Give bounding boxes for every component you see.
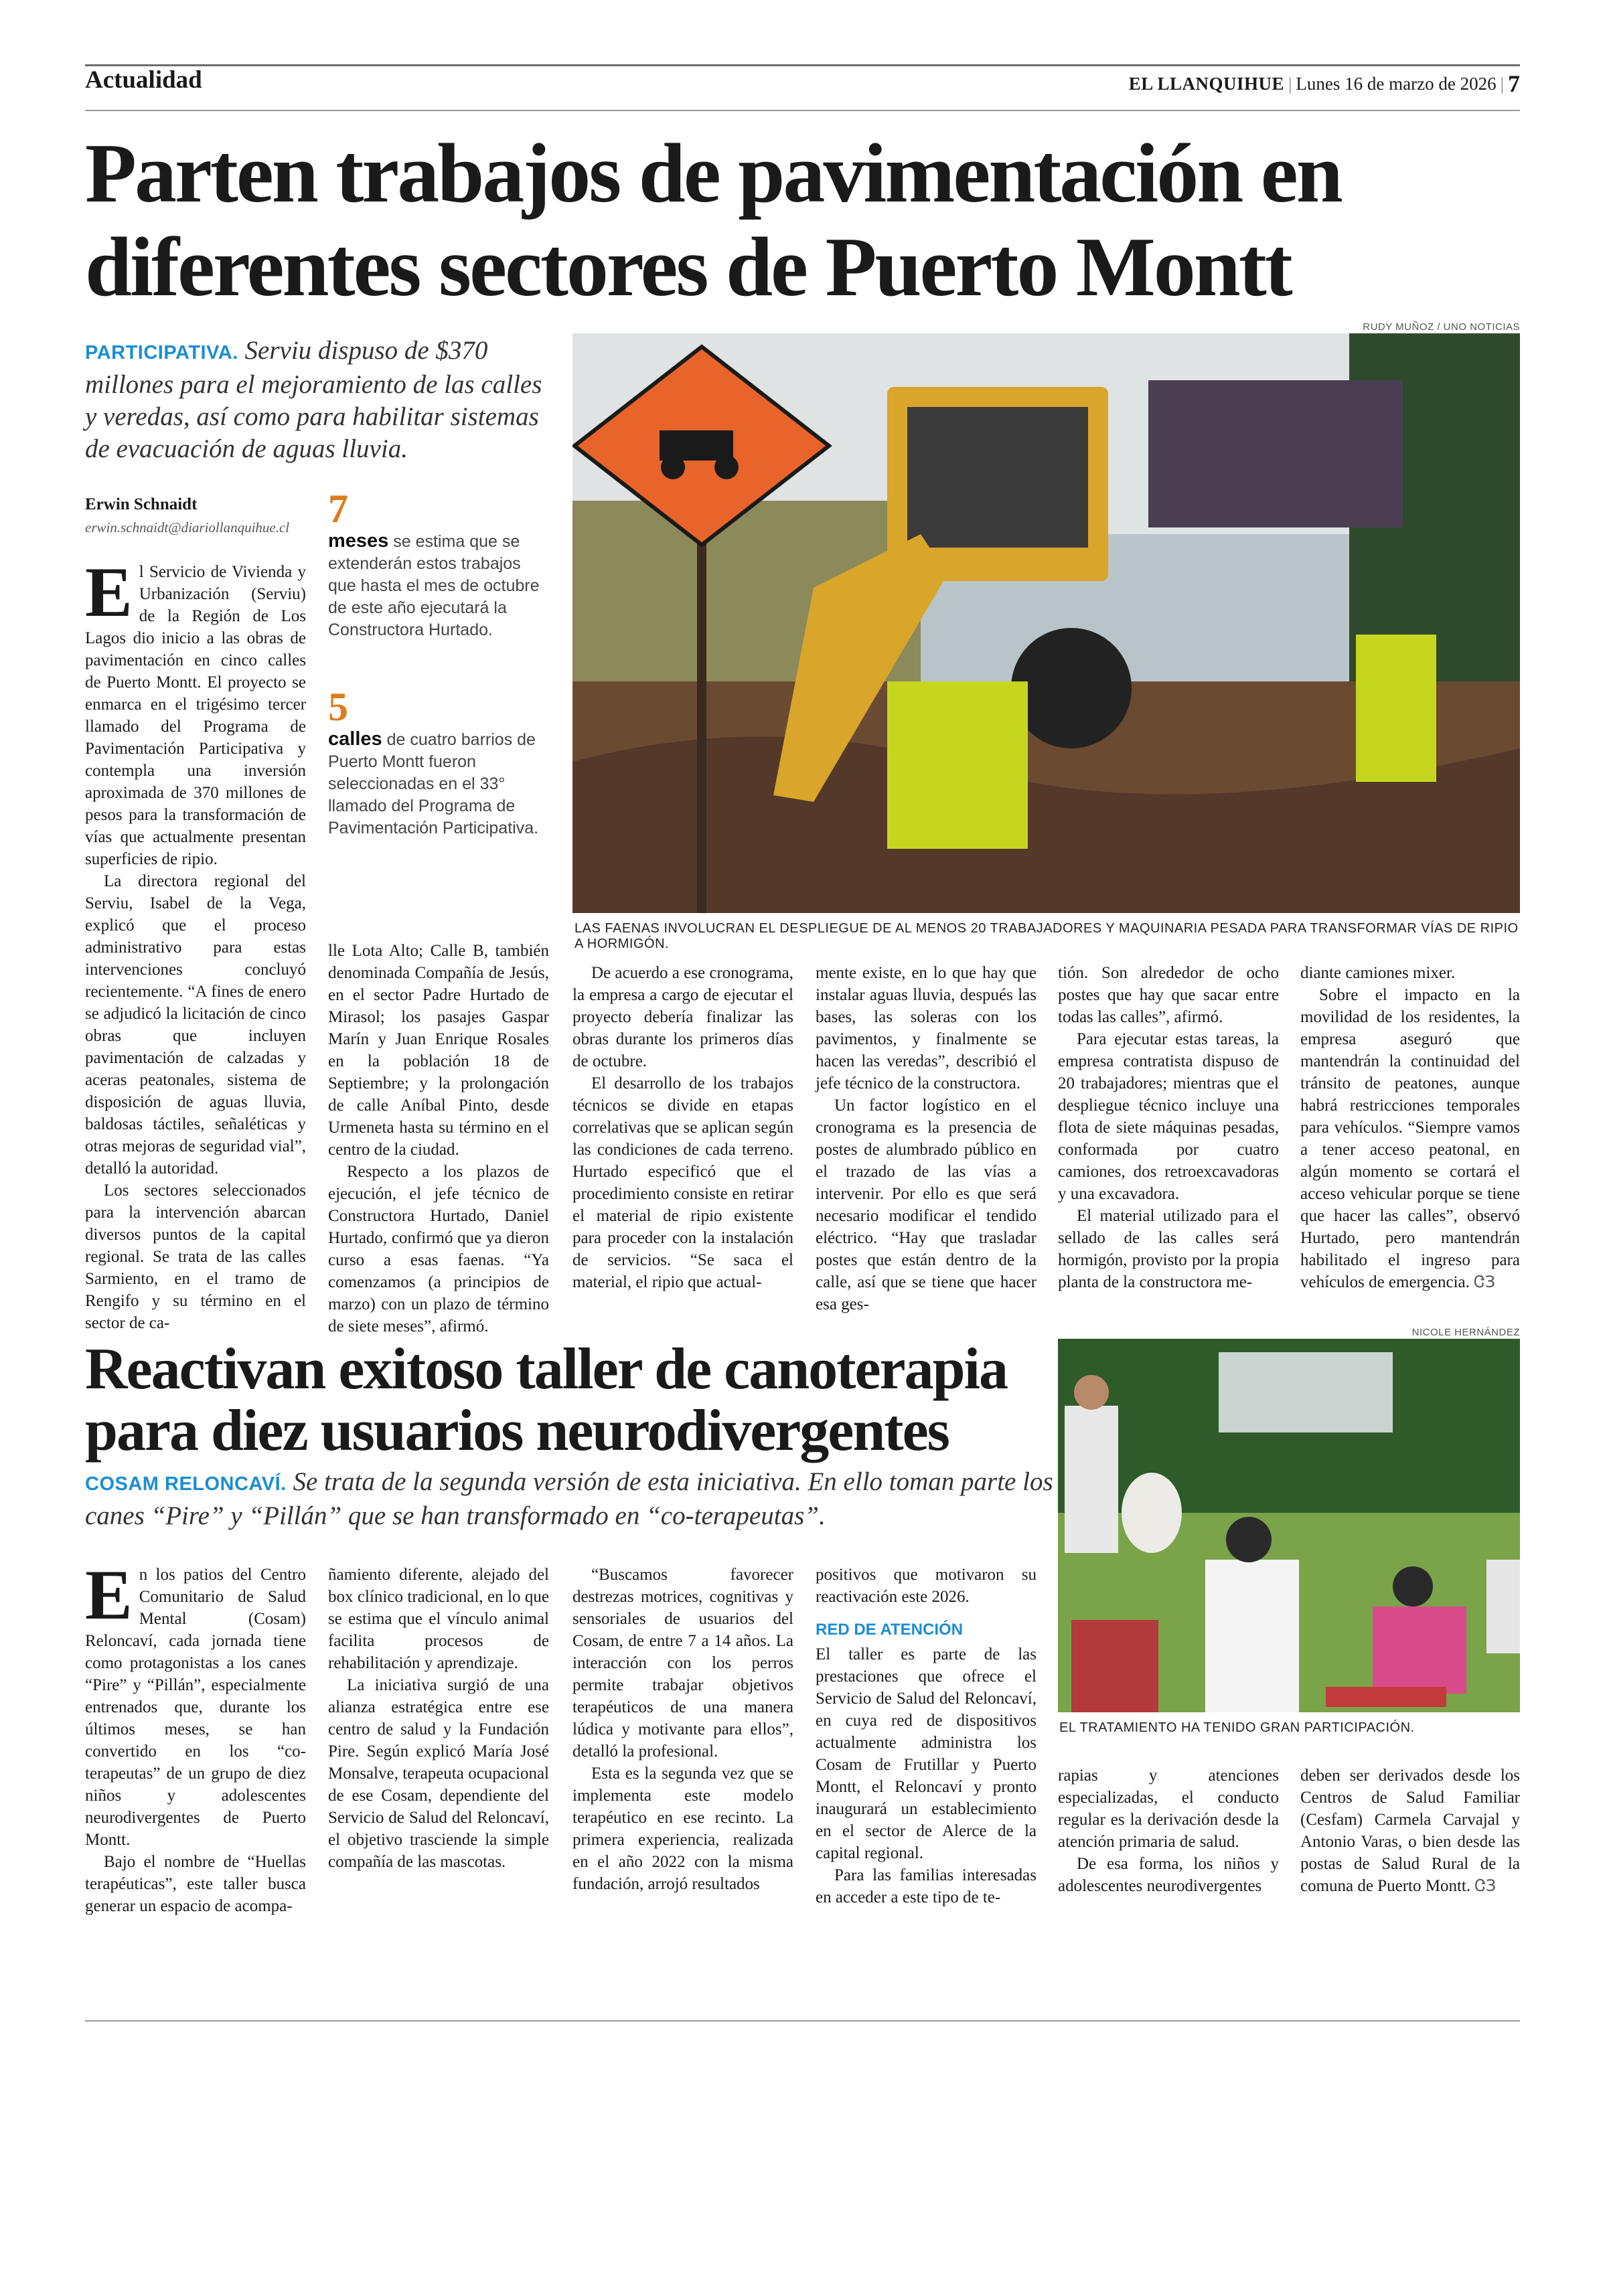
paragraph: La iniciativa surgió de una alianza estratégica entre ese centro de salud y la Fundación Pire. Según explicó María José Monsalve, terapeuta ocupacional de ese Cosam, dependiente del Servicio de Salud del Reloncaví, el objetivo trasciende la simple compañía de las mascotas. [328,1676,549,1871]
end-mark-icon: ᏣЗ [1474,1273,1496,1291]
article1-headline: Parten trabajos de pavimentación en diferentes sectores de Puerto Montt [85,127,1341,314]
fact-number: 5 [328,685,348,729]
article2-kicker: COSAM RELONCAVÍ. [85,1473,287,1495]
fact-box-streets [328,685,549,839]
subhead: RED DE ATENCIÓN [816,1621,964,1639]
page-header [85,66,1520,106]
paragraph: El desarrollo de los trabajos técnicos se divide en etapas correlativas que se aplican según las condiciones de cada terreno. Hurtado especificó que el procedimiento consiste en retirar el material de ripio existente para proceder con la instalación de servicios. “Se saca el material, el ripio que actual- [572,1074,793,1291]
article1-byline [85,495,313,536]
paragraph: De acuerdo a ese cronograma, la empresa a cargo de ejecutar el proyecto debería finalizar las obras durante los primeros días de octubre. [572,964,793,1070]
paragraph: ñamiento diferente, alejado del box clínico tradicional, en lo que se estima que el vínculo animal facilita procesos de rehabilitación y aprendizaje. [328,1566,549,1672]
article1-kicker: PARTICIPATIVA. [85,342,238,363]
paragraph-text: Sobre el impacto en la movilidad de los residentes, la empresa aseguró que mantendrán la continuidad del tránsito de peatones, aunque habrá restricciones temporales para vehículos. “Siempre vamos a tener acceso peatonal, en algún momento se cortará el acceso vehicular porque se tiene que hacer las calles”, observó Hurtado, pero mantendrán habilitado el ingreso para vehículos de emergencia. [1300,986,1520,1291]
paragraph: Para ejecutar estas tareas, la empresa contratista dispuso de 20 trabajadores; mientras que el despliegue técnico incluye una flota de siete máquinas pesadas, conformada por cuatro camiones, dos retroexcavadoras y una excavadora. [1058,1030,1279,1203]
photo-credit: NICOLE HERNÁNDEZ [1411,1327,1520,1338]
masthead-separator: | [1288,74,1292,94]
paragraph: positivos que motivaron su reactivación este 2026. [816,1566,1037,1606]
masthead [1129,70,1520,98]
paragraph-text: n los patios del Centro Comunitario de Salud Mental (Cosam) Reloncaví, cada jornada tiene como protagonistas a los canes “Pire” y “Pillán”, especialmente entrenados que, durante los últimos meses, se han convertido en los “co-terapeutas” de un grupo de diez niños y adolescentes neurodivergentes de Puerto Montt. [85,1566,306,1849]
paragraph: Bajo el nombre de “Huellas terapéuticas”, este taller busca generar un espacio de acompa- [85,1853,306,1915]
paragraph [1300,984,1520,1293]
article2-column-5 [1058,1765,1279,1897]
article2-headline: Reactivan exitoso taller de canoterapia para diez usuarios neurodivergentes [85,1337,1007,1463]
paragraph: tión. Son alrededor de ocho postes que hay que sacar entre todas las calles”, afirmó. [1058,964,1279,1026]
article1-column-6 [1300,962,1520,1293]
fact-text: de cuatro barrios de Puerto Montt fueron seleccionadas en el 33° llamado del Programa de Pavimentación Participativa. [328,730,539,837]
paragraph: Un factor logístico en el cronograma es la presencia de postes de alumbrado público en el trazado de las vías a intervenir. Por ello es que será necesario modificar el tendido eléctrico. “Hay que trasladar postes que están dentro de la calle, así que se tiene que hacer esa ges- [816,1096,1037,1313]
paragraph: lle Lota Alto; Calle B, también denominada Compañía de Jesús, en el sector Padre Hurtado de Mirasol; los pasajes Gaspar Marín y Juan Enrique Rosales en la población 18 de Septiembre; y la prolongación de calle Aníbal Pinto, desde Urmeneta hasta su término en el centro de la ciudad. [328,942,549,1159]
paragraph: rapias y atenciones especializadas, el conducto regular es la derivación desde la atención primaria de salud. [1058,1767,1279,1851]
paragraph: diante camiones mixer. [1300,964,1456,982]
article2-column-2 [328,1564,549,1873]
article2-deck [85,1466,1063,1532]
publication-date: Lunes 16 de marzo de 2026 [1296,74,1497,94]
paragraph: De esa forma, los niños y adolescentes neurodivergentes [1058,1855,1279,1895]
paragraph-text: l Servicio de Vivienda y Urbanización (Serviu) de la Región de Los Lagos dio inicio a las obras de pavimentación en cinco calles de Puerto Montt. El proyecto se enmarca en el trigésimo tercer llamado del Programa de Pavimentación Participativa y contempla una inversión aproximada de 370 millones de pesos para la transformación de vías que actualmente presentan superficies de ripio. [85,563,306,868]
article1-column-1 [85,553,306,1334]
article2-deck-text: Se trata de la segunda versión de esta iniciativa. En ello toman parte los canes “Pire” y “Pillán” que se han transformado en “co-terapeutas”. [85,1467,1053,1530]
article1-deck-text: Serviu dispuso de $370 millones para el mejoramiento de las calles y veredas, así como para habilitar sistemas de evacuación de aguas lluvia. [85,336,542,463]
paragraph-text: deben ser derivados desde los Centros de Salud Familiar (Cesfam) Carmela Carvajal y Antonio Varas, o bien desde las postas de Salud Rural de la comuna de Puerto Montt. [1300,1767,1520,1895]
article2-column-1 [85,1556,306,1917]
canotherapy-photo [1058,1339,1520,1712]
section-label: Actualidad [85,66,202,94]
masthead-separator: | [1500,74,1504,94]
dropcap: E [85,1556,133,1634]
article1-column-4 [816,962,1037,1315]
paragraph: Respecto a los plazos de ejecución, el jefe técnico de Constructora Hurtado, Daniel Hurtado, confirmó que ya dieron curso a esas faenas. “Ya comenzamos (a principios de marzo) con un plazo de término de siete meses”, afirmó. [328,1163,549,1335]
fact-label: calles [328,728,382,750]
article1-column-5 [1058,962,1279,1293]
photo-caption: EL TRATAMIENTO HA TENIDO GRAN PARTICIPACIÓN. [1059,1720,1415,1735]
article2-column-6 [1300,1765,1520,1897]
author-email: erwin.schnaidt@diariollanquihue.cl [85,519,290,536]
fact-number: 7 [328,487,348,531]
article2-column-4 [816,1564,1037,1908]
publication-name: EL LLANQUIHUE [1128,74,1285,94]
paragraph: El material utilizado para el sellado de las calles será hormigón, provisto por la propia planta de la constructora me- [1058,1207,1279,1291]
fact-label: meses [328,530,389,552]
paragraph [85,553,306,870]
photo-caption: LAS FAENAS INVOLUCRAN EL DESPLIEGUE DE AL MENOS 20 TRABAJADORES Y MAQUINARIA PESADA PARA TRANSFORMAR VÍAS DE RIPIO A HORMIGÓN. [575,921,1519,951]
paragraph: El taller es parte de las prestaciones que ofrece el Servicio de Salud del Reloncaví, en cuya red de dispositivos actualmente administra los Cosam de Frutillar y Puerto Montt, el Reloncaví y pronto inaugurará un establecimiento en el sector de Alerce de la capital regional. [816,1645,1037,1862]
page-number: 7 [1508,70,1520,97]
dropcap: E [85,553,133,631]
end-mark-icon: ᏣЗ [1474,1876,1497,1895]
article1-column-2 [328,940,549,1337]
paragraph: La directora regional del Serviu, Isabel de la Vega, explicó que el proceso administrativo para estas intervenciones concluyó recientemente. “A fines de enero se adjudicó la licitación de cinco obras que incluyen pavimentación de calzadas y aceras peatonales, sistema de disposición de aguas lluvia, baldosas táctiles, señaléticas y otras mejoras de seguridad vial”, detalló la autoridad. [85,872,306,1177]
article1-deck [85,335,547,465]
paragraph: Esta es la segunda vez que se implementa este modelo terapéutico en ese recinto. La primera experiencia, realizada en el año 2022 con la misma fundación, arrojó resultados [572,1765,793,1893]
fact-box-months [328,487,549,641]
footer-rule [85,2020,1520,2022]
article2-column-3 [572,1564,793,1895]
fact-text: se estima que se extenderán estos trabajos que hasta el mes de octubre de este año ejecutará la Constructora Hurtado. [328,532,540,639]
construction-photo [572,333,1520,913]
paragraph: Para las familias interesadas en acceder a este tipo de te- [816,1866,1037,1906]
author-name: Erwin Schnaidt [85,495,198,513]
paragraph: mente existe, en lo que hay que instalar aguas lluvia, después las bases, las soleras con los pavimentos, y finalmente se hacen las veredas”, describió el jefe técnico de la constructora. [816,964,1037,1092]
paragraph [85,1556,306,1851]
photo-credit: RUDY MUÑOZ / UNO NOTICIAS [1363,321,1520,333]
article1-column-3 [572,962,793,1293]
header-rule [85,110,1520,111]
paragraph: Los sectores seleccionados para la intervención abarcan diversos puntos de la capital regional. Se trata de las calles Sarmiento, en el tramo de Rengifo y su término en el sector de ca- [85,1181,306,1332]
paragraph: “Buscamos favorecer destrezas motrices, cognitivas y sensoriales de usuarios del Cosam, de entre 7 a 14 años. La interacción con los perros permite trabajar objetivos terapéuticos de una manera lúdica y motivante para ellos”, detalló la profesional. [572,1566,793,1760]
paragraph [1300,1765,1520,1897]
